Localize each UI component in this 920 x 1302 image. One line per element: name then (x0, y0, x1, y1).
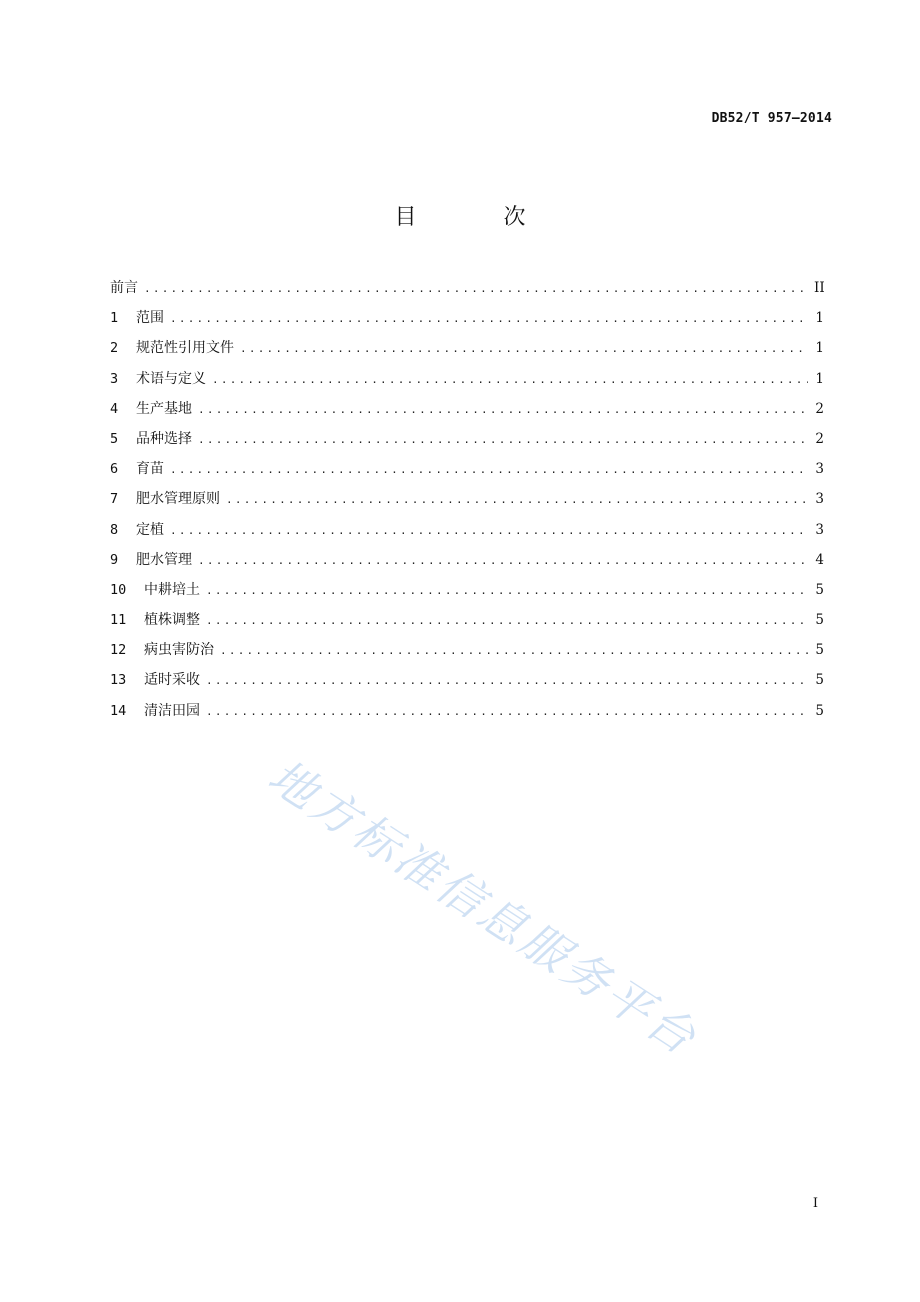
toc-entry-11[interactable] (110, 608, 824, 638)
toc-entry-8[interactable] (110, 518, 824, 548)
table-of-contents (110, 276, 824, 729)
toc-entry-title: 肥水管理原则 (136, 491, 220, 508)
toc-entry-page: 5 (815, 702, 824, 719)
toc-dot-leader (144, 277, 808, 301)
toc-entry-title: 病虫害防治 (144, 642, 214, 659)
toc-dot-leader (198, 549, 808, 573)
toc-entry-page: 1 (815, 340, 824, 357)
toc-entry-12[interactable] (110, 638, 824, 668)
toc-entry-title: 定植 (136, 521, 164, 538)
toc-entry-number: 4 (110, 400, 119, 417)
toc-entry-title: 肥水管理 (136, 551, 192, 568)
toc-entry-3[interactable] (110, 367, 824, 397)
toc-entry-number: 13 (110, 672, 127, 689)
toc-dot-leader (198, 398, 808, 422)
toc-entry-page: II (814, 280, 825, 296)
toc-dot-leader (198, 428, 808, 452)
toc-entry-title: 范围 (136, 310, 164, 327)
toc-dot-leader (170, 519, 808, 543)
toc-entry-number: 6 (110, 461, 119, 478)
toc-entry-title: 前言 (110, 280, 138, 296)
toc-entry-title: 适时采收 (144, 672, 200, 689)
toc-entry-13[interactable] (110, 668, 824, 698)
toc-entry-title: 中耕培土 (144, 581, 200, 598)
toc-dot-leader (206, 609, 808, 633)
toc-entry-9[interactable] (110, 548, 824, 578)
toc-entry-title: 育苗 (136, 461, 164, 478)
toc-entry-title: 品种选择 (136, 430, 192, 447)
toc-entry-page: 2 (815, 400, 824, 417)
toc-entry-title: 清洁田园 (144, 702, 200, 719)
page-title: 目 次 (394, 205, 566, 230)
toc-entry-number: 1 (110, 310, 119, 327)
toc-entry-14[interactable] (110, 699, 824, 729)
toc-dot-leader (240, 337, 808, 361)
toc-entry-page: 1 (815, 310, 824, 327)
toc-entry-page: 1 (815, 370, 824, 387)
toc-entry-number: 10 (110, 581, 127, 598)
watermark: 地方标准信息服务平台 (258, 748, 708, 1067)
toc-dot-leader (206, 700, 808, 724)
toc-entry-title: 规范性引用文件 (136, 340, 234, 357)
toc-dot-leader (226, 488, 808, 512)
toc-entry-number: 11 (110, 612, 127, 629)
toc-entry-number: 8 (110, 521, 119, 538)
toc-entry-page: 5 (815, 581, 824, 598)
toc-entry-7[interactable] (110, 487, 824, 517)
toc-entry-4[interactable] (110, 397, 824, 427)
toc-entry-number: 5 (110, 430, 119, 447)
toc-dot-leader (220, 639, 808, 663)
document-code: DB52/T 957—2014 (711, 111, 832, 126)
toc-entry-number: 12 (110, 642, 127, 659)
toc-dot-leader (170, 307, 808, 331)
toc-entry-page: 5 (815, 612, 824, 629)
toc-dot-leader (212, 368, 808, 392)
toc-entry-number: 7 (110, 491, 119, 508)
toc-entry-page: 5 (815, 672, 824, 689)
toc-entry-6[interactable] (110, 457, 824, 487)
toc-entry-10[interactable] (110, 578, 824, 608)
toc-entry-number: 2 (110, 340, 119, 357)
toc-entry-1[interactable] (110, 306, 824, 336)
toc-entry-5[interactable] (110, 427, 824, 457)
toc-entry-number: 9 (110, 551, 119, 568)
toc-entry-number: 3 (110, 370, 119, 387)
toc-entry-2[interactable] (110, 336, 824, 366)
toc-entry-title: 生产基地 (136, 400, 192, 417)
toc-entry-page: 2 (815, 430, 824, 447)
toc-entry-page: 5 (815, 642, 824, 659)
toc-entry-number: 14 (110, 702, 127, 719)
toc-entry-foreword[interactable] (110, 276, 824, 306)
toc-entry-title: 植株调整 (144, 612, 200, 629)
toc-entry-page: 3 (815, 491, 824, 508)
toc-entry-page: 4 (815, 551, 824, 568)
page-number: I (812, 1196, 818, 1211)
toc-entry-title: 术语与定义 (136, 370, 206, 387)
toc-dot-leader (206, 579, 808, 603)
toc-entry-page: 3 (815, 521, 824, 538)
toc-entry-page: 3 (815, 461, 824, 478)
toc-dot-leader (206, 669, 808, 693)
toc-dot-leader (170, 458, 808, 482)
